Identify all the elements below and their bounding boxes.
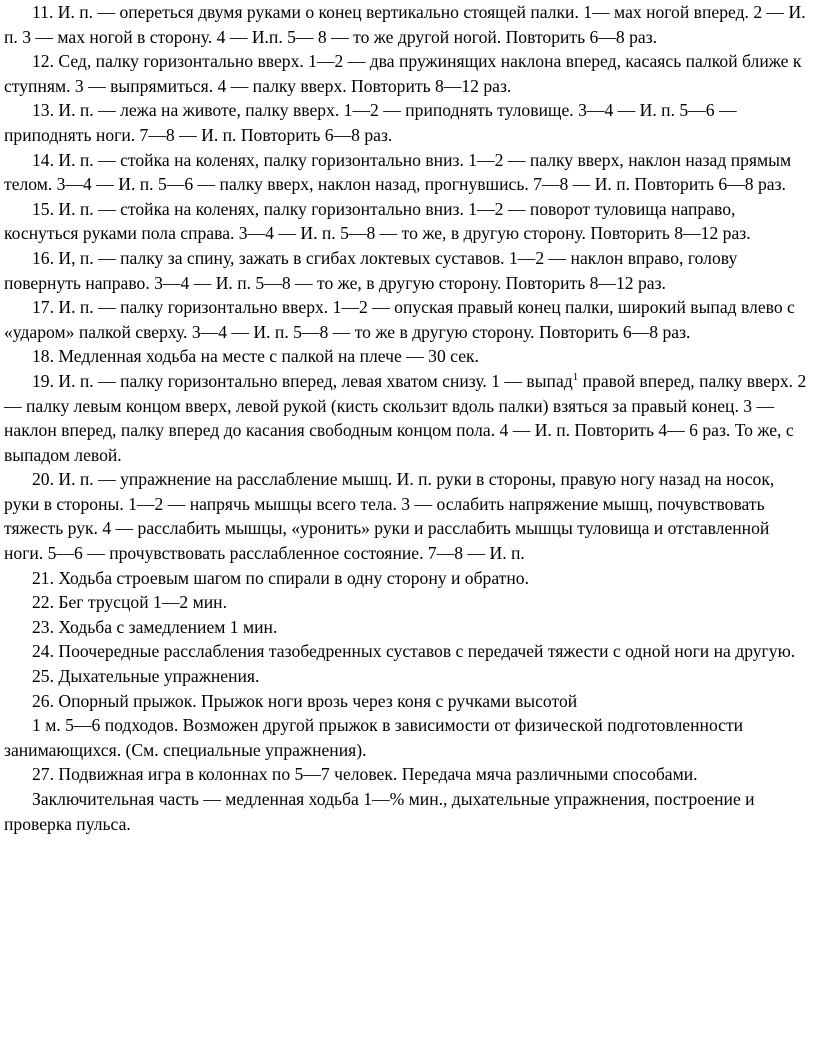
exercise-19-text-before: 19. И. п. — палку горизонтально вперед, левая хватом снизу. 1 — выпад	[32, 370, 573, 391]
exercise-17: 17. И. п. — палку горизонтально вверх. 1—2 — опуская правый конец палки, широкий выпад влево с «ударом» палкой сверху. 3—4 — И. п. 5—8 — то же в другую сторону. Повторить 6—8 раз.	[4, 297, 795, 342]
exercise-27: 27. Подвижная игра в колоннах по 5—7 человек. Передача мяча различными способами.	[32, 764, 698, 785]
exercise-21: 21. Ходьба строевым шагом по спирали в одну сторону и обратно.	[32, 567, 529, 588]
footnote-mark: 1	[572, 371, 579, 384]
final-part: Заключительная часть — медленная ходьба 1—% мин., дыхательные упражнения, построение и проверка пульса.	[4, 789, 755, 834]
exercise-11: 11. И. п. — опереться двумя руками о конец вертикально стоящей палки. 1— мах ногой вперед. 2 — И. п. 3 — мах ногой в сторону. 4 — И.п. 5— 8 — то же другой ногой. Повторить 6—8 раз.	[4, 2, 806, 47]
exercise-13: 13. И. п. — лежа на животе, палку вверх. 1—2 — приподнять туловище. 3—4 — И. п. 5—6 — приподнять ноги. 7—8 — И. п. Повторить 6—8 раз.	[4, 100, 737, 145]
exercise-25: 25. Дыхательные упражнения.	[32, 666, 260, 687]
exercise-14: 14. И. п. — стойка на коленях, палку горизонтально вниз. 1—2 — палку вверх, наклон назад прямым телом. 3—4 — И. п. 5—6 — палку вверх, наклон назад, прогнувшись. 7—8 — И. п. Повторить 6—8 раз.	[4, 149, 792, 195]
exercise-23: 23. Ходьба с замедлением 1 мин.	[32, 616, 278, 637]
exercise-16: 16. И, п. — палку за спину, зажать в сгибах локтевых суставов. 1—2 — наклон вправо, голову повернуть направо. 3—4 — И. п. 5—8 — то же, в другую сторону. Повторить 8—12 раз.	[4, 247, 738, 293]
exercise-26-continued: 1 м. 5—6 подходов. Возможен другой прыжок в зависимости от физической подготовленности занимающихся. (См. специальные упражнения).	[4, 715, 744, 760]
exercise-15: 15. И. п. — стойка на коленях, палку горизонтально вниз. 1—2 — поворот туловища направо, коснуться руками пола справа. 3—4 — И. п. 5—8 — то же, в другую сторону. Повторить 8—12 раз.	[4, 198, 751, 244]
exercise-19-text-after: правой вперед, палку вверх. 2 — палку левым концом вверх, левой рукой (кисть скользит вдоль палки) взяться за правый конец. 3 — наклон вперед, палку вперед до касания свободным концом пола. 4 — И. п. Повторить 4— 6 раз. То же, с выпадом левой.	[4, 370, 807, 465]
exercise-20: 20. И. п. — упражнение на расслабление мышц. И. п. руки в стороны, правую ногу назад на носок, руки в стороны. 1—2 — напрячь мышцы всего тела. 3 — ослабить напряжение мышц, почувствовать тяжесть рук. 4 — расслабить мышцы, «уронить» руки и расслабить мышцы туловища и отставленной ноги. 5—6 — прочувствовать расслабленное состояние. 7—8 — И. п.	[4, 469, 775, 564]
exercise-24: 24. Поочередные расслабления тазобедренных суставов с передачей тяжести с одной ноги на другую.	[32, 641, 796, 662]
exercise-12: 12. Сед, палку горизонтально вверх. 1—2 — два пружинящих наклона вперед, касаясь палкой ближе к ступням. 3 — выпрямиться. 4 — палку вверх. Повторить 8—12 раз.	[4, 51, 802, 96]
exercise-18: 18. Медленная ходьба на месте с палкой на плече — 30 сек.	[32, 346, 479, 367]
exercise-22: 22. Бег трусцой 1—2 мин.	[32, 592, 227, 613]
exercise-26: 26. Опорный прыжок. Прыжок ноги врозь через коня с ручками высотой	[32, 690, 578, 711]
exercise-19	[4, 369, 812, 467]
